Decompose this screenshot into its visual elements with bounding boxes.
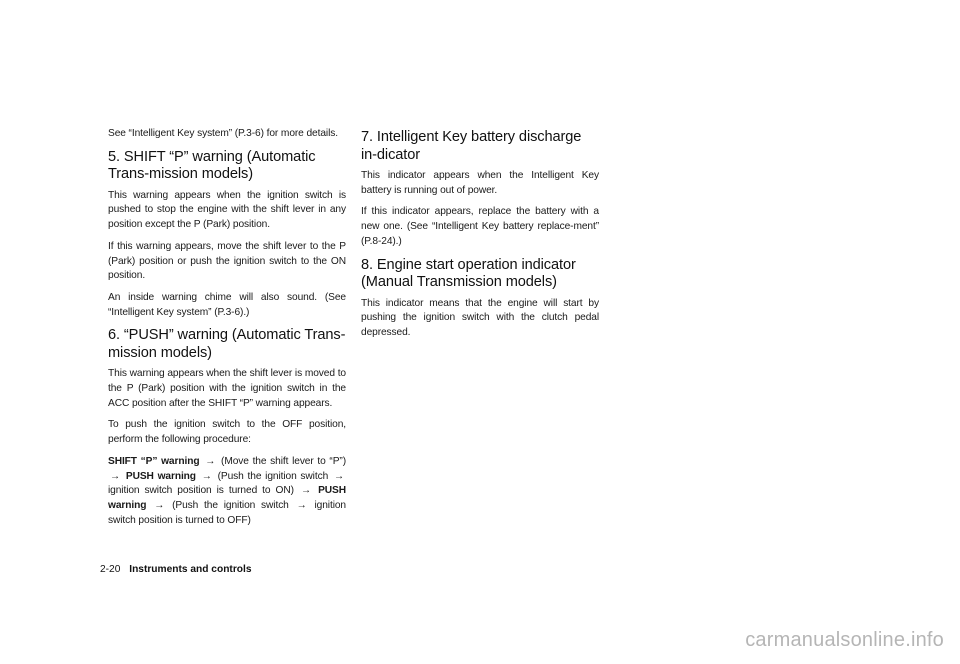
arrow-icon: → [154,499,165,511]
shift-p-paragraph-1: This warning appears when the ignition switch is pushed to stop the engine with the shift lever in any position except the P (Park) position. [108,189,346,231]
left-column [108,127,346,535]
page-footer [100,564,252,575]
procedure-step-push-1: PUSH warning [125,470,196,482]
arrow-icon: → [296,499,307,511]
procedure-paragraph [108,455,346,529]
intro-paragraph: See “Intelligent Key system” (P.3-6) for more details. [108,128,338,139]
arrow-icon: → [300,485,312,497]
push-paragraph-1: This warning appears when the shift lever is moved to the P (Park) position with the ignition switch in the ACC position after the SHIFT “P” warning appears. [108,368,346,409]
heading-push-warning: 6. “PUSH” warning (Automatic Trans-mission models) [108,327,346,361]
procedure-text-3: ignition switch position is turned to ON) [108,485,294,497]
right-column [361,127,599,348]
battery-paragraph-1: This indicator appears when the Intelligent Key battery is running out of power. [361,170,599,196]
battery-paragraph-2: If this indicator appears, replace the battery with a new one. (See “Intelligent Key battery replace-ment” (P.8-24).) [361,206,599,247]
arrow-icon: → [333,470,345,482]
procedure-text-1: (Move the shift lever to “P”) [221,455,347,467]
shift-p-paragraph-2: If this warning appears, move the shift lever to the P (Park) position or push the ignition switch to the ON position. [108,240,346,282]
engine-start-paragraph: This indicator means that the engine will start by pushing the ignition switch with the clutch pedal depressed. [361,297,599,338]
page-number: 2-20 [100,564,121,575]
arrow-icon: → [205,455,216,467]
section-title: Instruments and controls [129,564,252,575]
heading-battery-discharge-indicator: 7. Intelligent Key battery discharge in-dicator [361,129,582,163]
procedure-step-push-2: PUSH warning [108,485,346,511]
procedure-text-2: (Push the ignition switch [217,470,329,482]
shift-p-paragraph-3: An inside warning chime will also sound. (See “Intelligent Key system” (P.3-6).) [108,291,346,318]
arrow-icon: → [110,470,121,482]
push-paragraph-2: To push the ignition switch to the OFF position, perform the following procedure: [108,419,346,446]
procedure-text-4: (Push the ignition switch [172,499,289,511]
heading-engine-start-indicator: 8. Engine start operation indicator (Manual Transmission models) [361,256,576,291]
watermark-text: carmanualsonline.info [745,629,944,651]
procedure-text-5: ignition switch position is turned to OFF) [108,499,346,526]
procedure-step-shift-p: SHIFT “P” warning [108,455,200,467]
arrow-icon: → [201,470,212,482]
heading-shift-p-warning: 5. SHIFT “P” warning (Automatic Trans-mission models) [108,148,316,183]
